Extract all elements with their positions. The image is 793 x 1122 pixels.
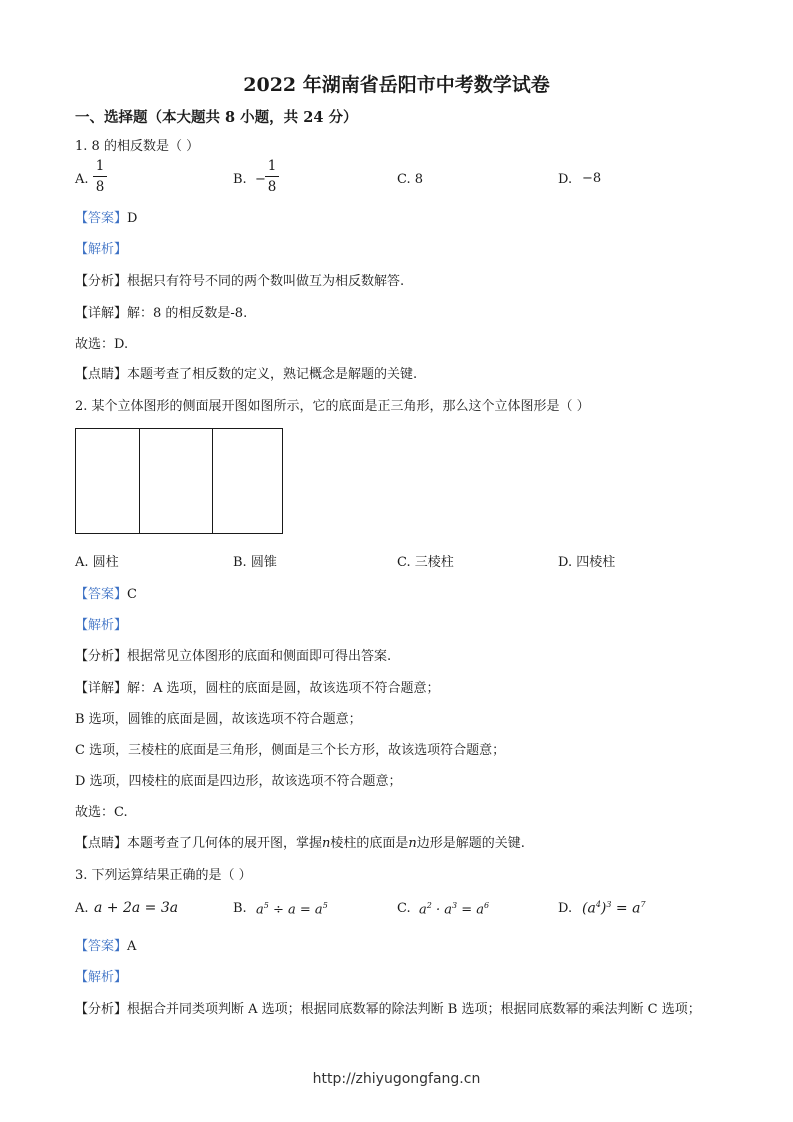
answer-tag: 【答案】 bbox=[75, 587, 128, 602]
fenxi-tag: 【分析】 bbox=[75, 1002, 128, 1017]
q1-xiangjie bbox=[75, 302, 247, 321]
q1-option-b-sign: − bbox=[255, 172, 266, 187]
q3-option-b-expr: $a^5 \div a = a^5$ bbox=[256, 901, 328, 918]
fraction-bar bbox=[265, 176, 279, 177]
fenxi-tag: 【分析】 bbox=[75, 649, 128, 664]
q3-fenxi-text: 根据合并同类项判断 A 选项；根据同底数幂的除法判断 B 选项；根据同底数幂的乘法判断 C 选项； bbox=[127, 1002, 701, 1017]
q2-xiangjie bbox=[75, 677, 440, 696]
q2-dianjing bbox=[75, 832, 525, 851]
xiangjie-tag: 【详解】 bbox=[75, 681, 128, 696]
q2-line-b: B 选项，圆锥的底面是圆，故该选项不符合题意； bbox=[75, 712, 362, 727]
q2-fenxi-text: 根据常见立体图形的底面和侧面即可得出答案. bbox=[127, 649, 392, 664]
xiangjie-tag: 【详解】 bbox=[75, 306, 128, 321]
q3-option-c-label: C. bbox=[397, 901, 411, 916]
answer-tag: 【答案】 bbox=[75, 211, 128, 226]
q3-option-a-expr: a + 2a = 3a bbox=[94, 900, 179, 916]
q3-option-b-label: B. bbox=[233, 901, 247, 916]
q2-dianjing-text: 本题考查了几何体的展开图，掌握 bbox=[127, 836, 323, 851]
dianjing-tag: 【点睛】 bbox=[75, 367, 128, 382]
q1-option-d-label: D. bbox=[558, 172, 573, 187]
q3-option-c-expr: $a^2 \cdot a^3 = a^6$ bbox=[419, 901, 490, 918]
q2-xiangjie-text: 解：A 选项，圆柱的底面是圆，故该选项不符合题意； bbox=[127, 681, 440, 696]
q1-option-b-numerator: 1 bbox=[267, 158, 277, 174]
q3-answer-line bbox=[75, 935, 136, 954]
q2-dianjing-text: 棱柱的底面是 bbox=[330, 836, 409, 851]
q3-fenxi bbox=[75, 998, 701, 1017]
q2-stem: 2. 某个立体图形的侧面展开图如图所示，它的底面是正三角形，那么这个立体图形是（ ） bbox=[75, 399, 590, 414]
q1-option-d-value: −8 bbox=[582, 171, 602, 186]
q2-answer-line bbox=[75, 583, 137, 602]
q3-option-d-label: D. bbox=[558, 901, 573, 916]
footer-url: http://zhiyugongfang.cn bbox=[312, 1071, 481, 1087]
q3-option-a-label: A. bbox=[75, 901, 89, 916]
q2-option-b: B. 圆锥 bbox=[233, 555, 277, 570]
math-variable-n: n bbox=[322, 836, 331, 851]
q3-option-d-expr: $(a^4)^3 = a^7$ bbox=[582, 900, 646, 917]
q1-jiexi-tag: 【解析】 bbox=[75, 242, 128, 257]
q1-fenxi-text: 根据只有符号不同的两个数叫做互为相反数解答. bbox=[127, 274, 405, 289]
q2-option-d: D. 四棱柱 bbox=[558, 555, 616, 570]
q2-option-a: A. 圆柱 bbox=[75, 555, 119, 570]
fenxi-tag: 【分析】 bbox=[75, 274, 128, 289]
q2-fenxi bbox=[75, 645, 391, 664]
document-title: 2022 年湖南省岳阳市中考数学试卷 bbox=[243, 74, 550, 96]
q2-line-d: D 选项，四棱柱的底面是四边形，故该选项不符合题意； bbox=[75, 774, 402, 789]
q1-dianjing-text: 本题考查了相反数的定义，熟记概念是解题的关键. bbox=[127, 367, 418, 382]
q1-option-a-denominator: 8 bbox=[95, 179, 105, 195]
q1-stem: 1. 8 的相反数是（ ） bbox=[75, 139, 200, 154]
q1-option-c: C. 8 bbox=[397, 172, 424, 187]
q1-option-a-numerator: 1 bbox=[95, 158, 105, 174]
q1-dianjing bbox=[75, 363, 417, 382]
q1-answer-line bbox=[75, 207, 137, 226]
q1-option-a-label: A. bbox=[75, 172, 89, 187]
q2-option-c: C. 三棱柱 bbox=[397, 555, 454, 570]
q1-answer: D bbox=[127, 211, 138, 226]
q1-option-b-fraction bbox=[265, 158, 279, 195]
section-heading: 一、选择题（本大题共 8 小题，共 24 分） bbox=[75, 109, 358, 126]
answer-tag: 【答案】 bbox=[75, 939, 128, 954]
math-variable-n: n bbox=[408, 836, 417, 851]
q2-guxuan: 故选：C. bbox=[75, 805, 128, 820]
q3-answer: A bbox=[127, 939, 137, 954]
q1-fenxi bbox=[75, 270, 404, 289]
q1-option-b-label: B. bbox=[233, 172, 247, 187]
q3-stem: 3. 下列运算结果正确的是（ ） bbox=[75, 868, 252, 883]
q1-xiangjie-text: 解：8 的相反数是-8. bbox=[127, 306, 248, 321]
dianjing-tag: 【点睛】 bbox=[75, 836, 128, 851]
q1-option-b-denominator: 8 bbox=[267, 179, 277, 195]
net-fold-line bbox=[139, 429, 140, 533]
prism-net-figure bbox=[75, 428, 283, 534]
q2-line-c: C 选项，三棱柱的底面是三角形，侧面是三个长方形，故该选项符合题意； bbox=[75, 743, 506, 758]
net-fold-line bbox=[212, 429, 213, 533]
q1-guxuan: 故选：D. bbox=[75, 337, 129, 352]
q2-jiexi-tag: 【解析】 bbox=[75, 618, 128, 633]
fraction-bar bbox=[93, 176, 107, 177]
q2-answer: C bbox=[127, 587, 137, 602]
q3-jiexi-tag: 【解析】 bbox=[75, 970, 128, 985]
q2-dianjing-text: 边形是解题的关键. bbox=[416, 836, 525, 851]
q1-option-a-fraction bbox=[93, 158, 107, 195]
